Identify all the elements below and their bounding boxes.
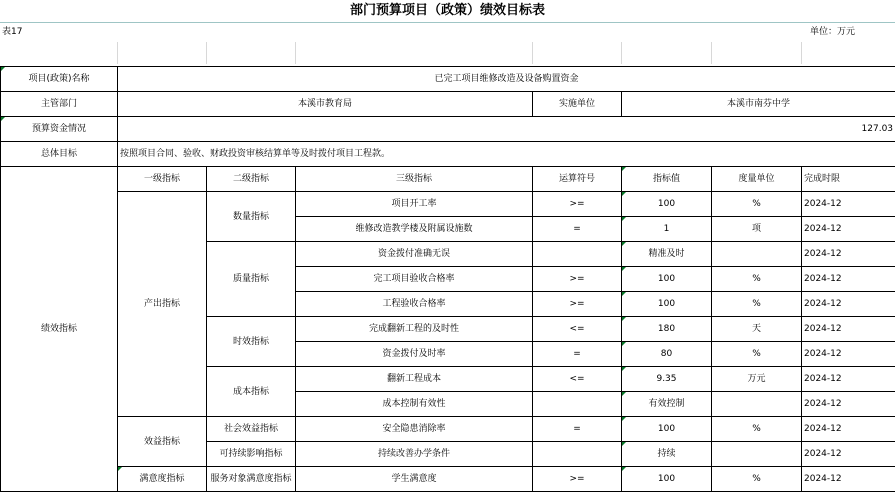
indicator-name: 完工项目验收合格率: [296, 267, 533, 292]
indicator-unit: [712, 392, 802, 417]
indicator-time: 2024-12: [802, 442, 895, 467]
indicator-op: =: [533, 342, 622, 367]
header-time: 完成时限: [802, 167, 895, 192]
indicator-op: [533, 392, 622, 417]
unit-label: 单位：万元: [809, 27, 855, 37]
project-label: 项目(政策)名称: [1, 67, 118, 92]
indicator-unit: [712, 442, 802, 467]
indicator-value: 100: [622, 292, 712, 317]
header-level2: 二级指标: [207, 167, 296, 192]
indicator-op: >=: [533, 267, 622, 292]
indicator-name: 项目开工率: [296, 192, 533, 217]
indicator-unit: %: [712, 192, 802, 217]
indicator-name: 翻新工程成本: [296, 367, 533, 392]
group-timeliness: 时效指标: [207, 317, 296, 367]
indicator-value: 100: [622, 417, 712, 442]
indicator-value: 100: [622, 267, 712, 292]
indicator-op: >=: [533, 292, 622, 317]
indicator-value: 精准及时: [622, 242, 712, 267]
indicator-unit: %: [712, 267, 802, 292]
indicator-unit: %: [712, 417, 802, 442]
indicator-op: <=: [533, 317, 622, 342]
group-quantity: 数量指标: [207, 192, 296, 242]
indicator-time: 2024-12: [802, 292, 895, 317]
indicator-name: 维修改造教学楼及附属设施数: [296, 217, 533, 242]
group-cost: 成本指标: [207, 367, 296, 417]
indicator-unit: 天: [712, 317, 802, 342]
indicator-time: 2024-12: [802, 242, 895, 267]
header-level1: 一级指标: [118, 167, 207, 192]
table-number: 表17: [2, 27, 23, 37]
group-output: 产出指标: [118, 192, 207, 417]
blank-grid-row: [0, 42, 895, 64]
indicator-name: 工程验收合格率: [296, 292, 533, 317]
indicator-value: 180: [622, 317, 712, 342]
indicator-op: [533, 242, 622, 267]
indicator-unit: %: [712, 292, 802, 317]
impl-value: 本溪市南芬中学: [622, 92, 895, 117]
indicator-unit: %: [712, 467, 802, 492]
funds-value: 127.03: [118, 117, 895, 142]
indicator-op: >=: [533, 192, 622, 217]
group-service: 服务对象满意度指标: [207, 467, 296, 492]
indicator-name: 资金拨付准确无误: [296, 242, 533, 267]
group-benefit: 效益指标: [118, 417, 207, 467]
indicator-unit: 项: [712, 217, 802, 242]
indicator-value: 有效控制: [622, 392, 712, 417]
indicator-name: 资金拨付及时率: [296, 342, 533, 367]
indicator-name: 成本控制有效性: [296, 392, 533, 417]
indicator-unit: %: [712, 342, 802, 367]
dept-value: 本溪市教育局: [118, 92, 533, 117]
indicator-name: 持续改善办学条件: [296, 442, 533, 467]
indicator-time: 2024-12: [802, 317, 895, 342]
indicator-value: 持续: [622, 442, 712, 467]
goal-label: 总体目标: [1, 142, 118, 167]
indicator-time: 2024-12: [802, 342, 895, 367]
indicator-value: 100: [622, 467, 712, 492]
indicator-time: 2024-12: [802, 192, 895, 217]
header-unit: 度量单位: [712, 167, 802, 192]
indicator-op: <=: [533, 367, 622, 392]
indicator-unit: [712, 242, 802, 267]
indicator-name: 完成翻新工程的及时性: [296, 317, 533, 342]
header-operator: 运算符号: [533, 167, 622, 192]
goal-value: 按照项目合同、验收、财政投资审核结算单等及时拨付项目工程款。: [118, 142, 895, 167]
indicator-unit: 万元: [712, 367, 802, 392]
header-level3: 三级指标: [296, 167, 533, 192]
indicator-time: 2024-12: [802, 217, 895, 242]
indicator-time: 2024-12: [802, 267, 895, 292]
indicator-op: =: [533, 417, 622, 442]
indicator-value: 100: [622, 192, 712, 217]
header-value: 指标值: [622, 167, 712, 192]
performance-table: [0, 66, 895, 492]
indicator-time: 2024-12: [802, 417, 895, 442]
page-title: 部门预算项目（政策）绩效目标表: [0, 0, 895, 23]
indicator-time: 2024-12: [802, 467, 895, 492]
grid-divider: [0, 22, 895, 23]
indicator-op: =: [533, 217, 622, 242]
dept-label: 主管部门: [1, 92, 118, 117]
group-satisfaction: 满意度指标: [118, 467, 207, 492]
indicator-value: 80: [622, 342, 712, 367]
group-social: 社会效益指标: [207, 417, 296, 442]
project-value: 已完工项目维修改造及设备购置资金: [118, 67, 895, 92]
group-quality: 质量指标: [207, 242, 296, 317]
group-sustain: 可持续影响指标: [207, 442, 296, 467]
indicator-name: 安全隐患消除率: [296, 417, 533, 442]
indicator-value: 1: [622, 217, 712, 242]
indicator-op: [533, 442, 622, 467]
indicator-time: 2024-12: [802, 367, 895, 392]
perf-label: 绩效指标: [1, 167, 118, 492]
indicator-value: 9.35: [622, 367, 712, 392]
indicator-name: 学生满意度: [296, 467, 533, 492]
indicator-time: 2024-12: [802, 392, 895, 417]
funds-label: 预算资金情况: [1, 117, 118, 142]
indicator-op: >=: [533, 467, 622, 492]
impl-label: 实施单位: [533, 92, 622, 117]
